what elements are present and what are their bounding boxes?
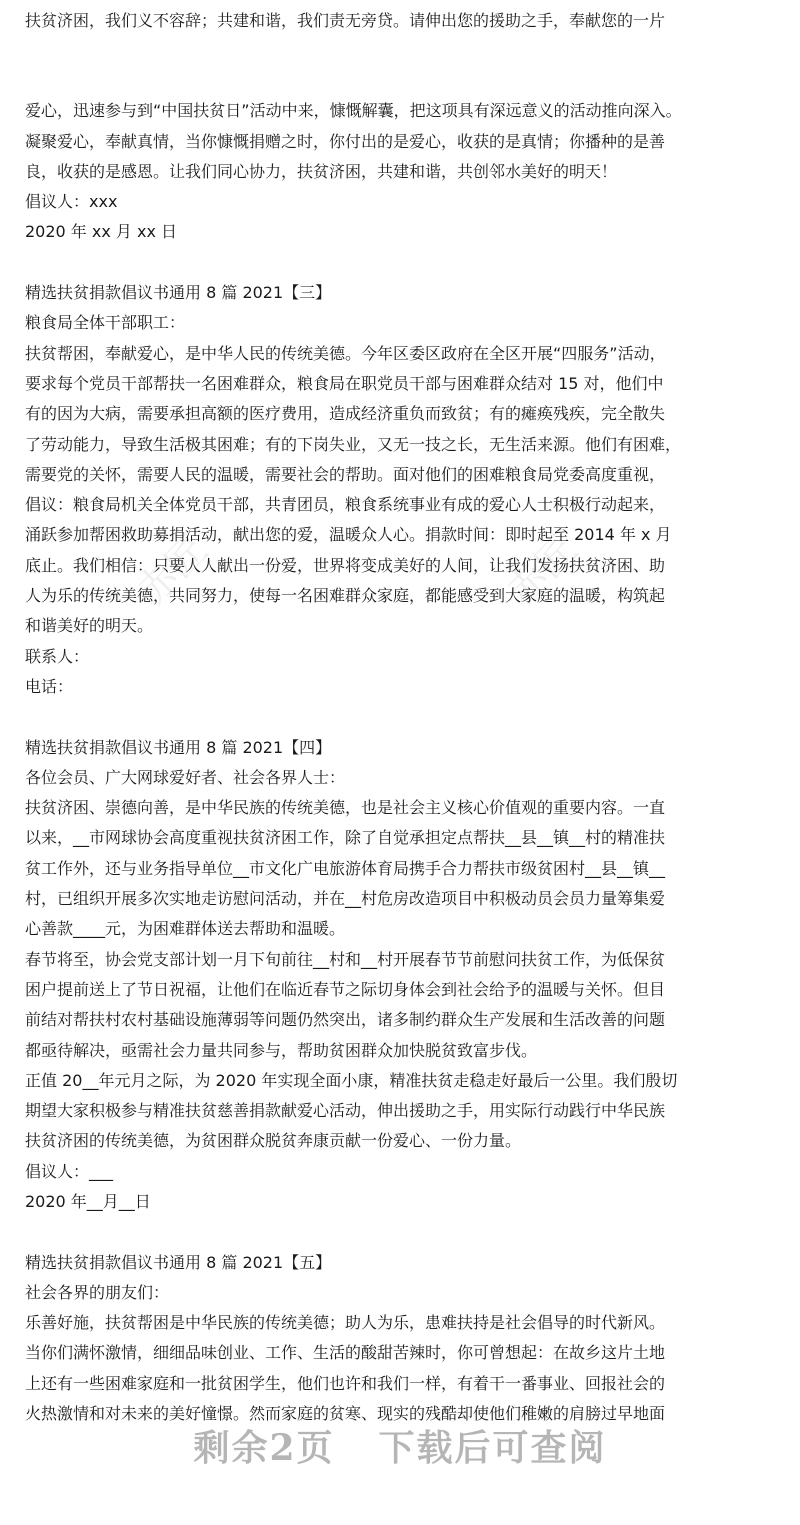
section-3-line: 需要党的关怀，需要人民的温暖，需要社会的帮助。面对他们的困难粮食局党委高度重视，	[25, 464, 666, 484]
section-3-title: 精选扶贫捐款倡议书通用 8 篇 2021【三】	[25, 283, 332, 303]
intro-line-1: 扶贫济困，我们义不容辞；共建和谐，我们责无旁贷。请伸出您的援助之手，奉献您的一片	[25, 11, 666, 30]
section-4-line: 期望大家积极参与精准扶贫慈善捐款献爱心活动，伸出援助之手，用实际行动践行中华民族	[25, 1101, 666, 1121]
section-5-line: 当你们满怀激情，细细品味创业、工作、生活的酸甜苦辣时，你可曾想起：在故乡这片土地	[25, 1343, 666, 1363]
section-4-date: 2020 年__月__日	[25, 1191, 151, 1211]
section-4-title: 精选扶贫捐款倡议书通用 8 篇 2021【四】	[25, 737, 332, 757]
spacer	[25, 36, 777, 96]
document-page	[25, 0, 777, 1429]
section-3-line: 倡议：粮食局机关全体党员干部，共青团员，粮食系统事业有成的爱心人士积极行动起来，	[25, 495, 666, 515]
section-3-line: 了劳动能力，导致生活极其困难；有的下岗失业，又无一技之长，无生活来源。他们有困难，	[25, 434, 682, 454]
watermark-right: 赤匠	[497, 526, 588, 616]
section-4-line: 以来，__市网球协会高度重视扶贫济困工作，除了自觉承担定点帮扶__县__镇__村的精准扶	[25, 828, 666, 848]
section-3-salutation: 粮食局全体干部职工：	[25, 313, 186, 333]
section-5-line: 上还有一些困难家庭和一批贫困学生，他们也许和我们一样，有着干一番事业、回报社会的	[25, 1373, 666, 1393]
section-3-contact: 联系人：	[25, 646, 90, 666]
section-3-phone: 电话：	[25, 676, 74, 696]
cut-off-line	[25, 0, 777, 6]
download-to-view-label: 下载后可查阅	[378, 1427, 607, 1469]
spacer	[25, 248, 777, 278]
section-5-line: 乐善好施，扶贫帮困是中华民族的传统美德；助人为乐，患难扶持是社会倡导的时代新风。	[25, 1313, 666, 1333]
spacer	[25, 702, 777, 732]
section-4-line: 心善款____元，为困难群体送去帮助和温暖。	[25, 919, 346, 939]
section-4-line: 扶贫济困的传统美德，为贫困群众脱贫奔康贡献一份爱心、一份力量。	[25, 1131, 522, 1151]
intro-line-4: 良，收获的是感恩。让我们同心协力，扶贫济困，共建和谐，共创邻水美好的明天！	[25, 161, 618, 181]
section-3-line: 扶贫帮困，奉献爱心，是中华人民的传统美德。今年区委区政府在全区开展“四服务”活动，	[25, 343, 666, 363]
section-4-line: 扶贫济困、崇德向善，是中华民族的传统美德，也是社会主义核心价值观的重要内容。一直	[25, 798, 666, 818]
section-4-line: 困户提前送上了节日祝福，让他们在临近春节之际切身体会到社会给予的温暖与关怀。但目	[25, 979, 666, 999]
cut-off-text	[25, 0, 281, 6]
remaining-pages-label: 剩余2页	[193, 1427, 335, 1469]
section-4-line: 都亟待解决，亟需社会力量共同参与，帮助贫困群众加快脱贫致富步伐。	[25, 1040, 538, 1060]
watermark-left: 赤匠	[127, 526, 218, 616]
section-3-line: 人为乐的传统美德，共同努力，使每一名困难群众家庭，都能感受到大家庭的温暖，构筑起	[25, 586, 666, 606]
section-3-line: 底止。我们相信：只要人人献出一份爱，世界将变成美好的人间，让我们发扬扶贫济困、助	[25, 555, 666, 575]
section-4-proposer: 倡议人：___	[25, 1161, 114, 1181]
section-3-line: 要求每个党员干部帮扶一名困难群众，粮食局在职党员干部与困难群众结对 15 对，他们中	[25, 373, 664, 393]
intro-date: 2020 年 xx 月 xx 日	[25, 222, 178, 242]
intro-proposer: 倡议人：xxx	[25, 192, 118, 212]
section-4-line: 贫工作外，还与业务指导单位__市文化广电旅游体育局携手合力帮扶市级贫困村__县__镇__	[25, 858, 666, 878]
section-4-salutation: 各位会员、广大网球爱好者、社会各界人士：	[25, 767, 346, 787]
section-4-line: 前结对帮扶村农村基础设施薄弱等问题仍然突出，诸多制约群众生产发展和生活改善的问题	[25, 1010, 666, 1030]
section-5-title: 精选扶贫捐款倡议书通用 8 篇 2021【五】	[25, 1252, 332, 1272]
section-3-line: 和谐美好的明天。	[25, 616, 154, 636]
section-4-line: 村，已组织开展多次实地走访慰问活动，并在__村危房改造项目中积极动员会员力量筹集爱	[25, 889, 666, 909]
section-3-line: 涌跃参加帮困救助募捐活动，献出您的爱，温暖众人心。捐款时间：即时起至 2014 年 x 月	[25, 525, 672, 545]
section-5-line: 火热激情和对未来的美好憧憬。然而家庭的贫寒、现实的残酷却使他们稚嫩的肩膀过早地面	[25, 1404, 666, 1424]
section-4-line: 正值 20__年元月之际，为 2020 年实现全面小康，精准扶贫走稳走好最后一公里。我们殷切	[25, 1070, 678, 1090]
spacer	[25, 1217, 777, 1247]
intro-line-3: 凝聚爱心，奉献真情，当你慷慨捐赠之时，你付出的是爱心，收获的是真情；你播种的是善	[25, 131, 666, 151]
section-5-salutation: 社会各界的朋友们：	[25, 1282, 170, 1302]
intro-line-2: 爱心，迅速参与到“中国扶贫日”活动中来，慷慨解囊，把这项具有深远意义的活动推向深入。	[25, 101, 682, 121]
section-4-line: 春节将至，协会党支部计划一月下旬前往__村和__村开展春节节前慰问扶贫工作，为低保贫	[25, 949, 666, 969]
section-3-line: 有的因为大病，需要承担高额的医疗费用，造成经济重负而致贫；有的瘫痪残疾，完全散失	[25, 404, 666, 424]
